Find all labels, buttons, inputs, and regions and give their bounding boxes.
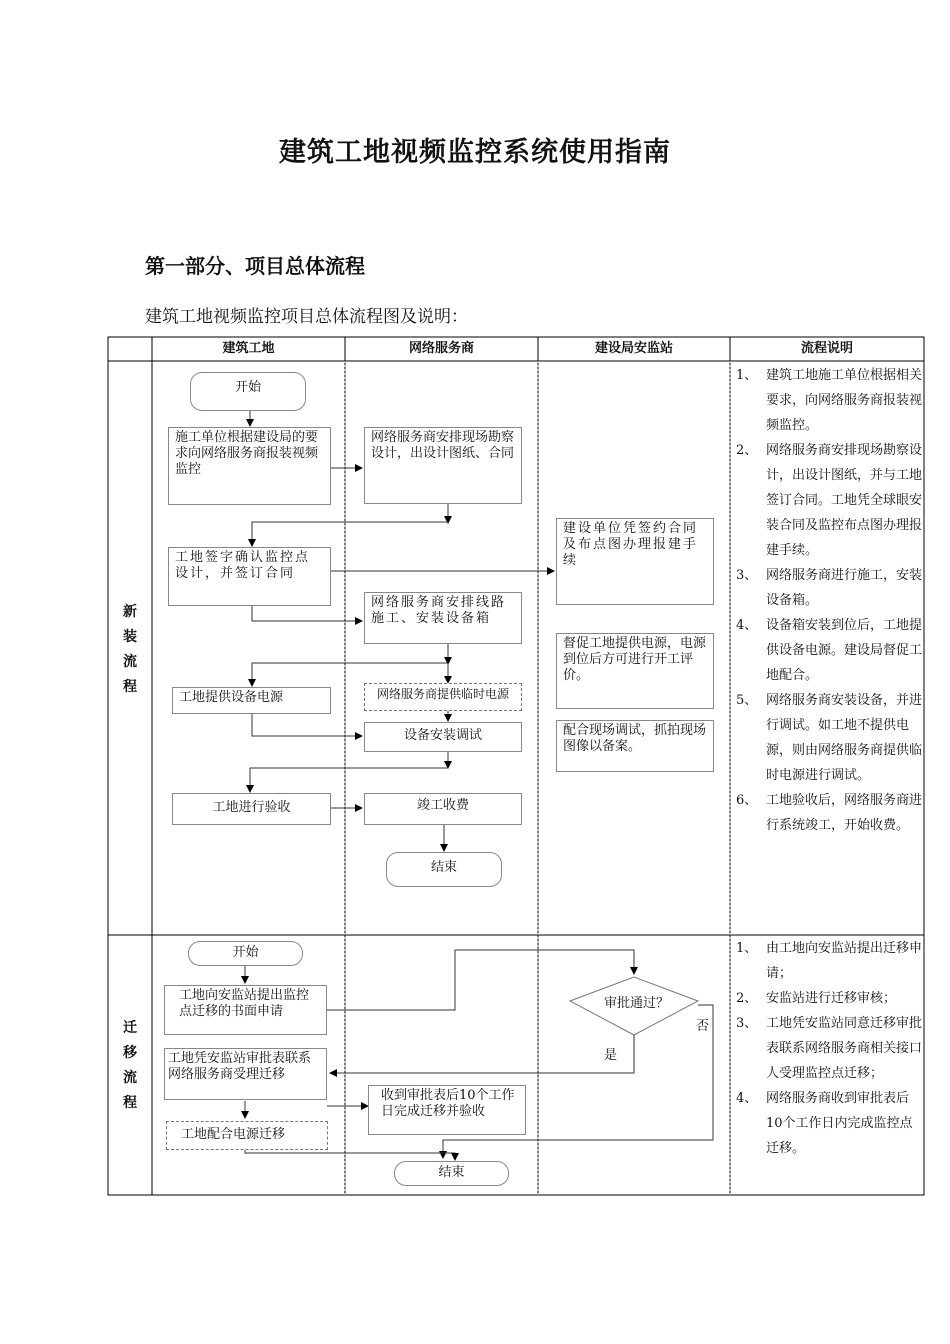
decision-no-label: 否 (696, 1019, 710, 1034)
flow-box-install-debug: 设备安装调试 (364, 722, 522, 752)
flow-box-line-construction: 网络服务商安排线路施工、安装设备箱 (364, 592, 522, 644)
note-item: 3、 网络服务商进行施工，安装设备箱。 (736, 568, 923, 608)
flow-box-temp-power: 网络服务商提供临时电源 (364, 683, 522, 711)
migration-box-power-move: 工地配合电源迁移 (166, 1121, 328, 1150)
migration-box-contact-provider: 工地凭安监站审批表联系网络服务商受理迁移 (164, 1048, 327, 1100)
intro-text: 建筑工地视频监控项目总体流程图及说明： (145, 307, 468, 327)
flow-box-permit: 建设单位凭签约合同及布点图办理报建手续 (556, 518, 714, 605)
flow-box-sign-contract: 工地签字确认监控点设计，并签订合同 (168, 547, 331, 606)
flow-box-completion-billing: 竣工收费 (364, 793, 522, 825)
decision-approved: 审批通过？ (604, 996, 670, 1011)
flow-box-acceptance: 工地进行验收 (172, 793, 331, 825)
migration-start-node: 开始 (188, 941, 303, 966)
note-item: 4、 网络服务商收到审批表后10个工作日内完成监控点迁移。 (736, 1091, 913, 1156)
notes-new-install (736, 363, 922, 838)
note-item: 4、 设备箱安装到位后，工地提供设备电源。建设局督促工地配合。 (736, 618, 923, 683)
flow-box-survey-design: 网络服务商安排现场勘察设计，出设计图纸、合同 (364, 427, 522, 504)
note-item: 3、 工地凭安监站同意迁移审批表联系网络服务商相关接口人受理监控点迁移； (736, 1016, 923, 1081)
flow-box-request-install: 施工单位根据建设局的要求向网络服务商报装视频监控 (168, 427, 331, 505)
header-construction-site: 建筑工地 (222, 341, 275, 356)
note-item: 1、 建筑工地施工单位根据相关要求，向网络服务商报装视频监控。 (736, 368, 923, 433)
section-heading: 第一部分、项目总体流程 (145, 254, 365, 278)
flow-box-cooperate-debug: 配合现场调试，抓拍现场图像以备案。 (556, 720, 714, 772)
note-item: 6、 工地验收后，网络服务商进行系统竣工，开始收费。 (736, 793, 923, 833)
migration-end-node: 结束 (394, 1161, 509, 1186)
row-label-new-install (108, 600, 152, 700)
header-process-notes: 流程说明 (800, 341, 853, 356)
note-item: 5、 网络服务商安装设备，并进行调试。如工地不提供电源，则由网络服务商提供临时电源进行调试。 (736, 693, 923, 783)
migration-box-complete: 收到审批表后10个工作日完成迁移并验收 (368, 1085, 526, 1135)
row-label-text: 新装流程 (123, 604, 137, 695)
note-item: 2、 安监站进行迁移审核； (736, 991, 897, 1006)
note-item: 2、 网络服务商安排现场勘察设计，出设计图纸，并与工地签订合同。工地凭全球眼安装合同及监控布点图办理报建手续。 (736, 443, 923, 558)
document-title: 建筑工地视频监控系统使用指南 (279, 137, 671, 168)
decision-yes-label: 是 (604, 1048, 618, 1063)
end-node: 结束 (386, 852, 502, 887)
header-safety-station: 建设局安监站 (594, 341, 673, 356)
row-label-text: 迁移流程 (123, 1020, 137, 1111)
row-label-migration (108, 1016, 152, 1116)
flow-box-urge-power: 督促工地提供电源，电源到位后方可进行开工评价。 (556, 633, 714, 709)
notes-migration (736, 936, 922, 1161)
migration-box-apply: 工地向安监站提出监控点迁移的书面申请 (164, 985, 327, 1035)
flow-box-site-power: 工地提供设备电源 (172, 687, 331, 714)
note-item: 1、 由工地向安监站提出迁移申请； (736, 941, 923, 981)
start-node: 开始 (190, 372, 306, 411)
header-network-provider: 网络服务商 (408, 341, 474, 356)
